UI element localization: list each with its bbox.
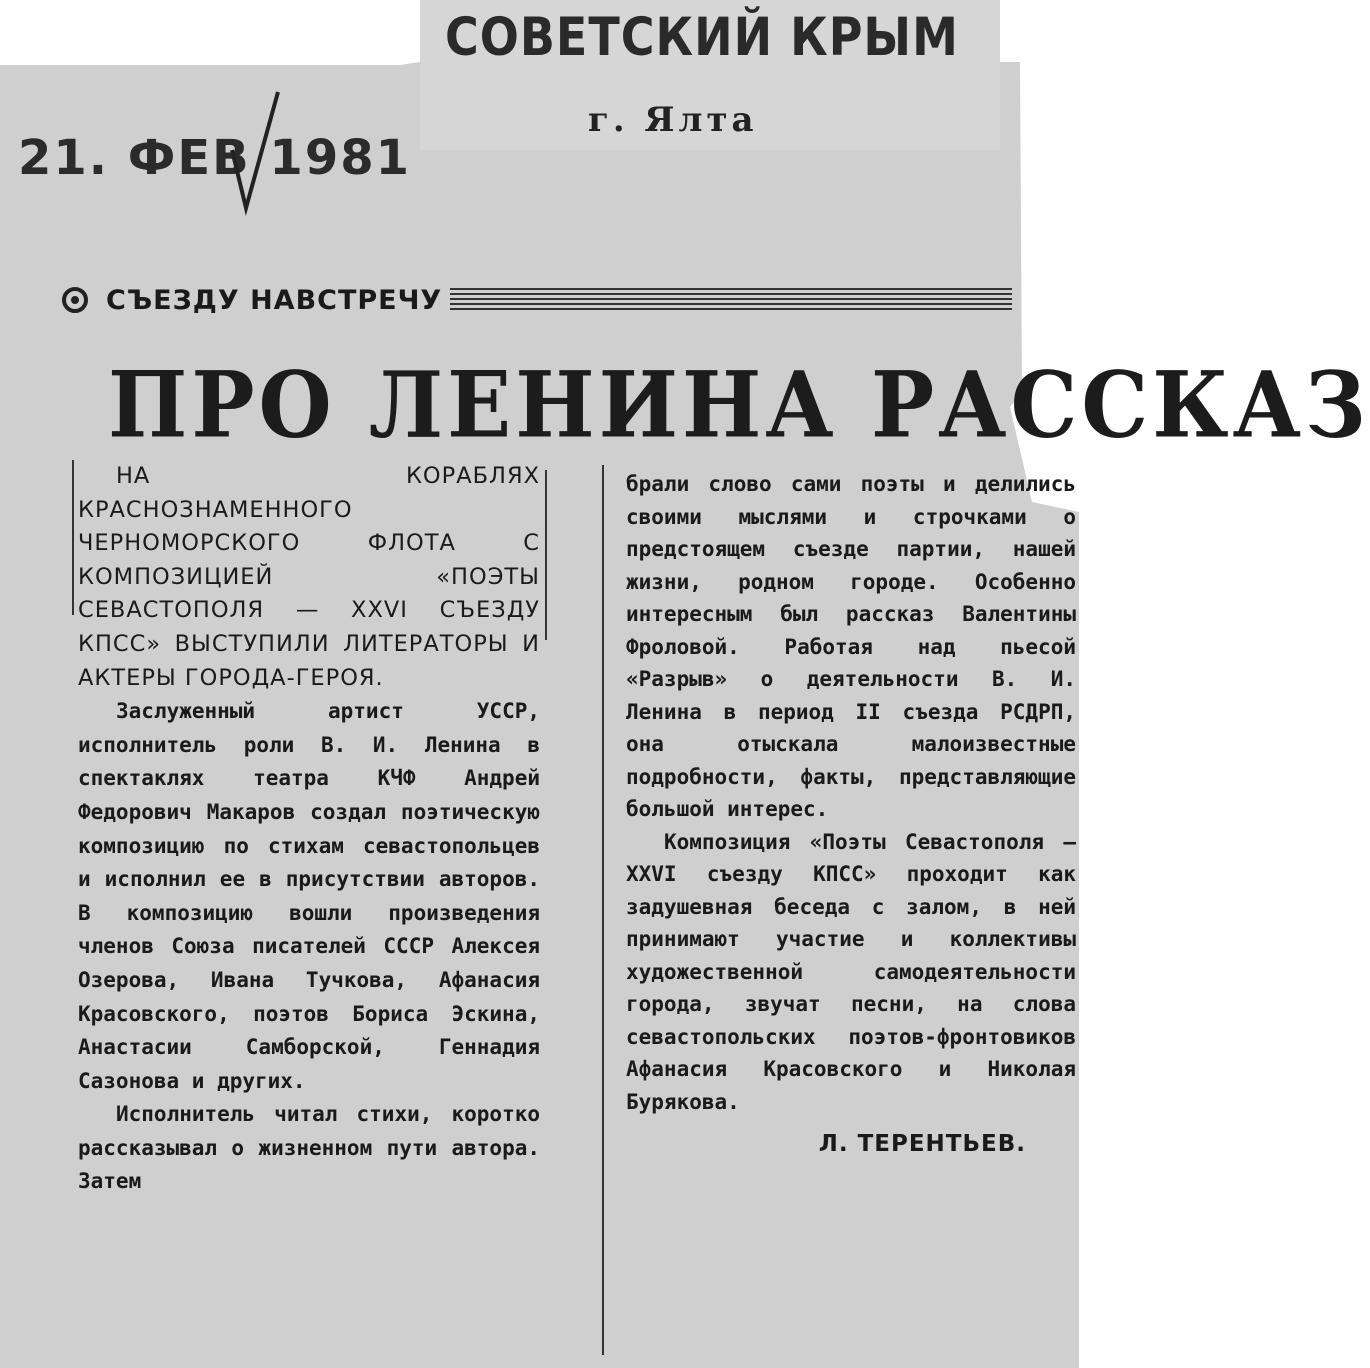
- article-paragraph: брали слово сами поэты и делились своими мыслями и строчками о предстоящем съезде партии, нашей жизни, родном городе. Особенно интересным был рассказ Валентины Фроловой. Работая над пьесой «Разрыв» о деятельности В. И. Ленина в период II съезда РСДРП, она отыскала малоизвестные подробности, факты, представляющие большой интерес.: [626, 472, 1076, 821]
- lead-rule-left: [72, 460, 74, 615]
- article-column-right: [626, 468, 1076, 1368]
- column-divider: [602, 465, 604, 1355]
- bullet-circle-icon: [62, 287, 88, 313]
- newspaper-name: СОВЕТСКИЙ КРЫМ: [445, 5, 959, 68]
- rubric-rule-lines: [450, 288, 1012, 312]
- rubric: [62, 282, 1012, 318]
- article-paragraph: Композиция «Поэты Севастополя — XXVI съезду КПСС» проходит как задушевная беседа с залом, в ней принимают участие и коллективы художественной самодеятельности города, звучат песни, на слова севастопольских поэтов-фронтовиков Афанасия Красовского и Николая Бурякова.: [626, 829, 1076, 1114]
- lead-rule-right: [545, 470, 547, 640]
- city-label: г. Ялта: [588, 100, 758, 140]
- article-column-left: [78, 460, 540, 1350]
- rubric-label: СЪЕЗДУ НАВСТРЕЧУ: [106, 284, 443, 316]
- article-lead: НА КОРАБЛЯХ КРАСНОЗНАМЕННОГО ЧЕРНОМОРСКОГО ФЛОТА С КОМПОЗИЦИЕЙ «ПОЭТЫ СЕВАСТОПОЛЯ — XXVI СЪЕЗДУ КПСС» ВЫСТУПИЛИ ЛИТЕРАТОРЫ И АКТЕРЫ ГОРОДА-ГЕРОЯ.: [78, 463, 540, 691]
- article-paragraph: Заслуженный артист УССР, исполнитель роли В. И. Ленина в спектаклях театра КЧФ Андрей Федорович Макаров создал поэтическую композицию по стихам севастопольцев и исполнил ее в присутствии авторов. В композицию вошли произведения членов Союза писателей СССР Алексея Озерова, Ивана Тучкова, Афанасия Красовского, поэтов Бориса Эскина, Анастасии Самборской, Геннадия Сазонова и других.: [78, 699, 540, 1093]
- headline: ПРО ЛЕНИНА РАССКАЗ: [108, 351, 1370, 458]
- date-stamp: 21. ФЕВ 1981: [18, 130, 412, 186]
- article-paragraph: Исполнитель читал стихи, коротко рассказывал о жизненном пути автора. Затем: [78, 1102, 540, 1194]
- author-signature: Л. ТЕРЕНТЬЕВ.: [818, 1131, 1026, 1157]
- handwritten-check-icon: [226, 90, 286, 220]
